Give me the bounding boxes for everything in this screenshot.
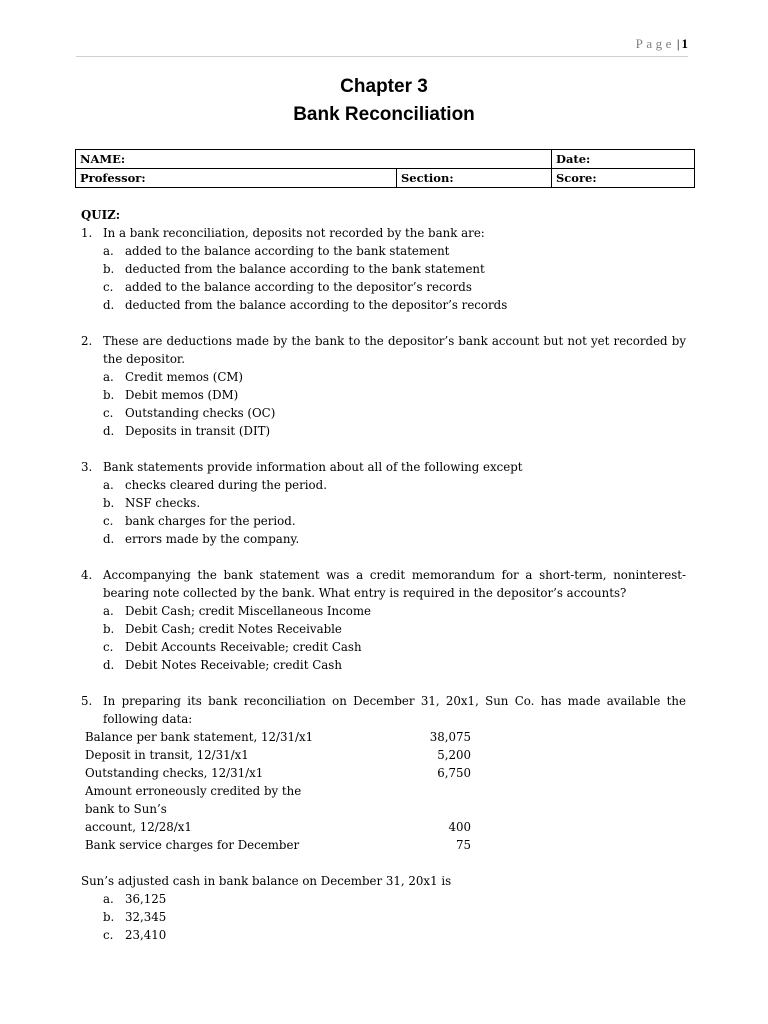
section-field[interactable]: Section: xyxy=(397,169,552,188)
question-number: 3. xyxy=(81,460,93,474)
option[interactable] xyxy=(103,656,686,674)
table-row xyxy=(85,746,471,764)
table-row xyxy=(85,728,471,746)
question-3 xyxy=(81,458,686,476)
spacer xyxy=(81,440,686,458)
name-field[interactable]: NAME: xyxy=(76,150,552,169)
option-letter: d. xyxy=(103,658,115,672)
option-text: checks cleared during the period. xyxy=(125,478,327,492)
option[interactable] xyxy=(103,368,686,386)
option-letter: a. xyxy=(103,370,114,384)
option-text: bank charges for the period. xyxy=(125,514,296,528)
question-text: These are deductions made by the bank to the depositor’s bank account but not yet recorded by the depositor. xyxy=(103,334,686,366)
page-header xyxy=(76,36,688,57)
option-text: 32,345 xyxy=(125,910,167,924)
option[interactable] xyxy=(103,908,686,926)
date-field[interactable]: Date: xyxy=(552,150,695,169)
question-4 xyxy=(81,566,686,602)
option-letter: b. xyxy=(103,262,115,276)
option-letter: b. xyxy=(103,622,115,636)
option-text: Outstanding checks (OC) xyxy=(125,406,276,420)
page-number: 1 xyxy=(681,36,688,51)
option-text: NSF checks. xyxy=(125,496,201,510)
score-field[interactable]: Score: xyxy=(552,169,695,188)
table-row xyxy=(85,818,471,836)
page-word: Page xyxy=(635,36,675,51)
option-text: deducted from the balance according to the depositor’s records xyxy=(125,298,508,312)
data-amount: 6,750 xyxy=(437,766,471,780)
option-text: Debit memos (DM) xyxy=(125,388,239,402)
option[interactable] xyxy=(103,386,686,404)
spacer xyxy=(81,314,686,332)
option[interactable] xyxy=(103,638,686,656)
option[interactable] xyxy=(103,530,686,548)
option[interactable] xyxy=(103,260,686,278)
option-text: 23,410 xyxy=(125,928,167,942)
page-separator: | xyxy=(676,36,680,51)
question-number: 1. xyxy=(81,226,93,240)
data-amount: 38,075 xyxy=(429,730,471,744)
question-number: 5. xyxy=(81,694,93,708)
option[interactable] xyxy=(103,926,686,944)
question-number: 4. xyxy=(81,568,93,582)
option-text: Debit Cash; credit Notes Receivable xyxy=(125,622,342,636)
spacer xyxy=(81,548,686,566)
option[interactable] xyxy=(103,602,686,620)
table-row xyxy=(85,836,471,854)
table-row xyxy=(85,782,471,818)
option-text: Credit memos (CM) xyxy=(125,370,244,384)
option-letter: c. xyxy=(103,280,114,294)
option[interactable] xyxy=(103,476,686,494)
data-label: Amount erroneously credited by the bank to Sun’s xyxy=(85,784,302,816)
question-text: In a bank reconciliation, deposits not recorded by the bank are: xyxy=(103,226,485,240)
question-5 xyxy=(81,692,686,728)
data-label: account, 12/28/x1 xyxy=(85,820,192,834)
question-1 xyxy=(81,224,686,242)
option-letter: d. xyxy=(103,532,115,546)
data-label: Bank service charges for December xyxy=(85,838,300,852)
option-text: deducted from the balance according to the bank statement xyxy=(125,262,485,276)
option-letter: c. xyxy=(103,640,114,654)
spacer xyxy=(81,674,686,692)
quiz-label: QUIZ: xyxy=(81,208,121,222)
question-2 xyxy=(81,332,686,368)
option-letter: b. xyxy=(103,388,115,402)
question-3-options xyxy=(81,476,686,548)
option-text: added to the balance according to the bank statement xyxy=(125,244,450,258)
option-text: Deposits in transit (DIT) xyxy=(125,424,271,438)
data-label: Outstanding checks, 12/31/x1 xyxy=(85,766,264,780)
option[interactable] xyxy=(103,620,686,638)
question-4-options xyxy=(81,602,686,674)
option[interactable] xyxy=(103,242,686,260)
reconciliation-data-table xyxy=(85,728,471,854)
option[interactable] xyxy=(103,512,686,530)
quiz-content xyxy=(81,206,686,944)
option-letter: a. xyxy=(103,604,114,618)
option-text: added to the balance according to the depositor’s records xyxy=(125,280,472,294)
student-info-table xyxy=(75,149,695,188)
question-text: In preparing its bank reconciliation on December 31, 20x1, Sun Co. has made available the following data: xyxy=(103,694,686,726)
option-letter: c. xyxy=(103,514,114,528)
option-text: Debit Accounts Receivable; credit Cash xyxy=(125,640,362,654)
chapter-title: Chapter 3 xyxy=(340,76,428,97)
option-letter: a. xyxy=(103,478,114,492)
option-text: Debit Notes Receivable; credit Cash xyxy=(125,658,342,672)
data-label: Balance per bank statement, 12/31/x1 xyxy=(85,730,314,744)
option-letter: a. xyxy=(103,244,114,258)
option-letter: b. xyxy=(103,910,115,924)
data-amount xyxy=(321,782,471,818)
data-amount: 5,200 xyxy=(437,748,471,762)
option-letter: d. xyxy=(103,298,115,312)
option-text: Debit Cash; credit Miscellaneous Income xyxy=(125,604,372,618)
data-amount: 75 xyxy=(455,838,471,852)
option-letter: c. xyxy=(103,928,114,942)
option[interactable] xyxy=(103,422,686,440)
question-number: 2. xyxy=(81,334,93,348)
option-letter: c. xyxy=(103,406,114,420)
question-text: Accompanying the bank statement was a credit memorandum for a short-term, noninterest-bearing note collected by the bank. What entry is required in the depositor’s accounts? xyxy=(103,568,686,600)
spacer xyxy=(81,854,686,872)
data-label: Deposit in transit, 12/31/x1 xyxy=(85,748,249,762)
question-5-followup: Sun’s adjusted cash in bank balance on December 31, 20x1 is xyxy=(81,874,452,888)
question-text: Bank statements provide information about all of the following except xyxy=(103,460,523,474)
table-row xyxy=(85,764,471,782)
professor-field[interactable]: Professor: xyxy=(76,169,397,188)
question-1-options xyxy=(81,242,686,314)
option-text: 36,125 xyxy=(125,892,167,906)
option-text: errors made by the company. xyxy=(125,532,300,546)
question-5-options xyxy=(81,890,686,944)
option[interactable] xyxy=(103,296,686,314)
option-letter: a. xyxy=(103,892,114,906)
option[interactable] xyxy=(103,890,686,908)
data-amount: 400 xyxy=(448,820,471,834)
option[interactable] xyxy=(103,278,686,296)
option[interactable] xyxy=(103,494,686,512)
option-letter: b. xyxy=(103,496,115,510)
option-letter: d. xyxy=(103,424,115,438)
option[interactable] xyxy=(103,404,686,422)
question-2-options xyxy=(81,368,686,440)
topic-title: Bank Reconciliation xyxy=(293,104,475,125)
